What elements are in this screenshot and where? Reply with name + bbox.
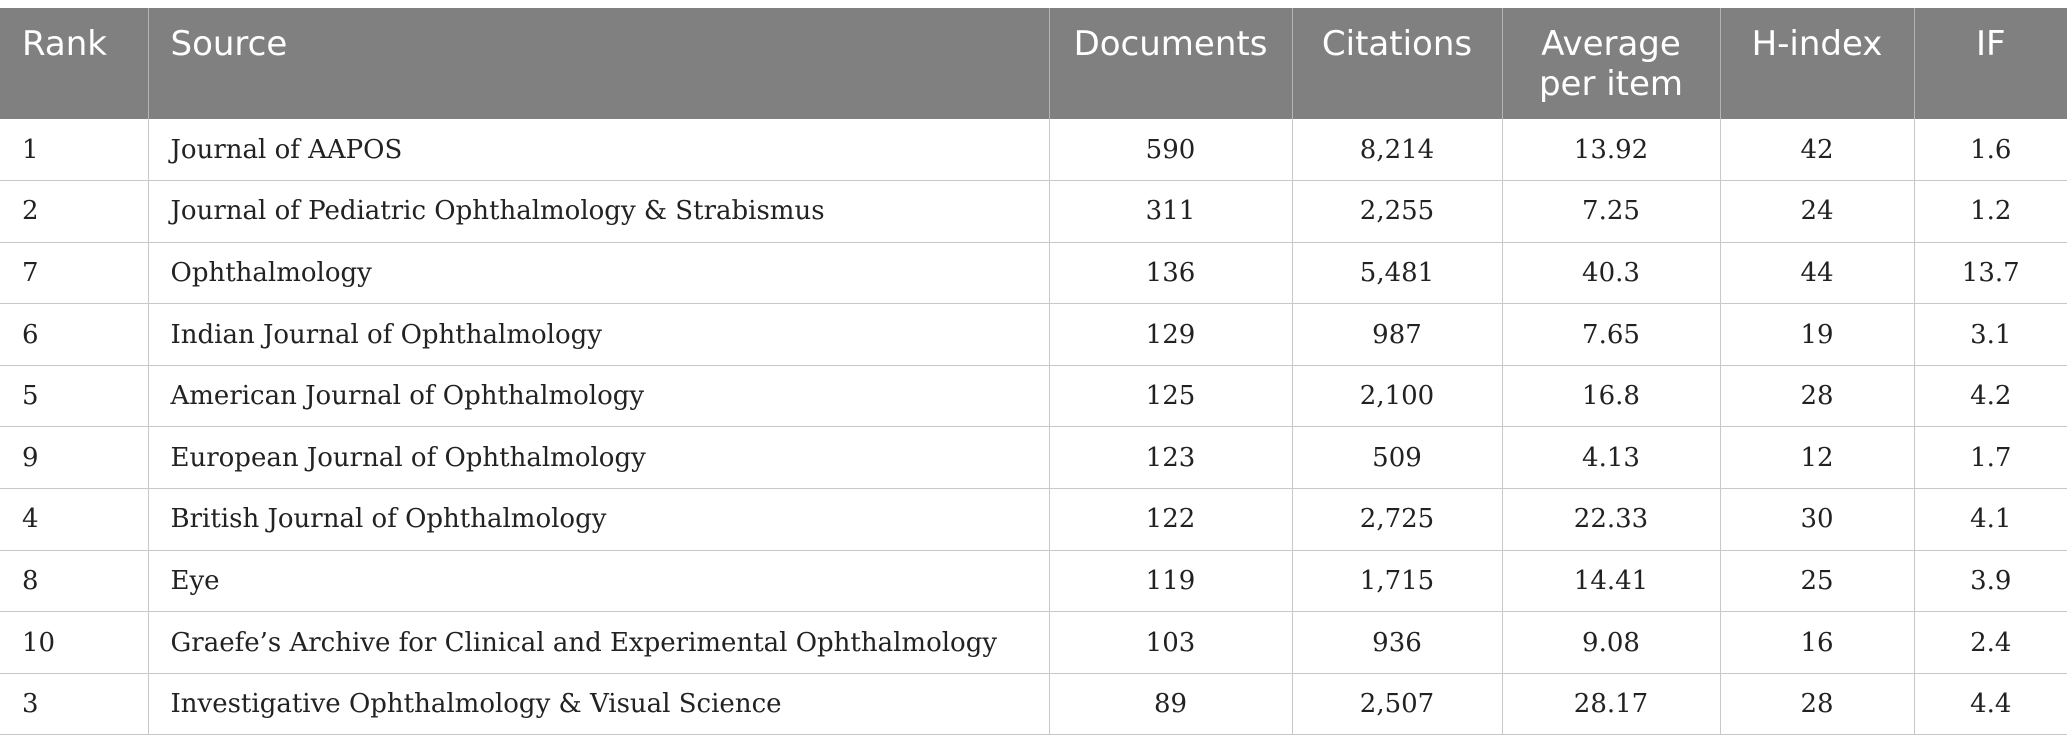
cell-documents: 136 (1049, 242, 1292, 304)
cell-source: Graefe’s Archive for Clinical and Experimental Ophthalmology (148, 612, 1049, 674)
cell-rank: 3 (0, 673, 148, 735)
cell-if: 3.9 (1914, 550, 2067, 612)
cell-citations: 2,255 (1292, 181, 1502, 243)
cell-if: 1.7 (1914, 427, 2067, 489)
cell-rank: 8 (0, 550, 148, 612)
cell-documents: 119 (1049, 550, 1292, 612)
cell-hindex: 24 (1720, 181, 1914, 243)
cell-documents: 129 (1049, 304, 1292, 366)
cell-average: 22.33 (1502, 489, 1720, 551)
cell-average: 16.8 (1502, 365, 1720, 427)
table-row (0, 242, 2067, 304)
cell-source: British Journal of Ophthalmology (148, 489, 1049, 551)
cell-rank: 7 (0, 242, 148, 304)
cell-hindex: 25 (1720, 550, 1914, 612)
header-average-line1: Average (1541, 24, 1681, 64)
cell-source: Indian Journal of Ophthalmology (148, 304, 1049, 366)
cell-average: 7.65 (1502, 304, 1720, 366)
header-average-line2: per item (1538, 64, 1684, 104)
header-rank: Rank (0, 8, 148, 119)
cell-documents: 89 (1049, 673, 1292, 735)
cell-rank: 5 (0, 365, 148, 427)
table-row (0, 365, 2067, 427)
cell-documents: 125 (1049, 365, 1292, 427)
header-documents: Documents (1049, 8, 1292, 119)
cell-average: 4.13 (1502, 427, 1720, 489)
cell-rank: 2 (0, 181, 148, 243)
cell-hindex: 28 (1720, 365, 1914, 427)
table-row (0, 673, 2067, 735)
header-source: Source (148, 8, 1049, 119)
cell-citations: 2,725 (1292, 489, 1502, 551)
cell-source: Eye (148, 550, 1049, 612)
table-row (0, 489, 2067, 551)
table-row (0, 119, 2067, 181)
cell-hindex: 19 (1720, 304, 1914, 366)
header-hindex: H-index (1720, 8, 1914, 119)
table-row (0, 304, 2067, 366)
cell-if: 4.2 (1914, 365, 2067, 427)
cell-if: 1.2 (1914, 181, 2067, 243)
cell-source: American Journal of Ophthalmology (148, 365, 1049, 427)
cell-if: 4.1 (1914, 489, 2067, 551)
cell-citations: 936 (1292, 612, 1502, 674)
cell-average: 40.3 (1502, 242, 1720, 304)
cell-average: 9.08 (1502, 612, 1720, 674)
cell-average: 13.92 (1502, 119, 1720, 181)
cell-if: 3.1 (1914, 304, 2067, 366)
cell-hindex: 44 (1720, 242, 1914, 304)
header-average (1502, 8, 1720, 119)
cell-source: Journal of Pediatric Ophthalmology & Strabismus (148, 181, 1049, 243)
table-row (0, 181, 2067, 243)
cell-if: 13.7 (1914, 242, 2067, 304)
table-header (0, 8, 2067, 119)
table-row (0, 427, 2067, 489)
cell-citations: 5,481 (1292, 242, 1502, 304)
cell-rank: 1 (0, 119, 148, 181)
cell-documents: 103 (1049, 612, 1292, 674)
cell-rank: 4 (0, 489, 148, 551)
cell-citations: 509 (1292, 427, 1502, 489)
cell-if: 2.4 (1914, 612, 2067, 674)
cell-hindex: 28 (1720, 673, 1914, 735)
cell-documents: 122 (1049, 489, 1292, 551)
cell-hindex: 12 (1720, 427, 1914, 489)
header-if: IF (1975, 24, 2006, 64)
cell-documents: 123 (1049, 427, 1292, 489)
cell-average: 14.41 (1502, 550, 1720, 612)
cell-if: 4.4 (1914, 673, 2067, 735)
cell-rank: 10 (0, 612, 148, 674)
header-citations: Citations (1292, 8, 1502, 119)
header-row (0, 8, 2067, 119)
cell-citations: 987 (1292, 304, 1502, 366)
table-body (0, 119, 2067, 735)
cell-citations: 8,214 (1292, 119, 1502, 181)
cell-documents: 311 (1049, 181, 1292, 243)
cell-source: Investigative Ophthalmology & Visual Science (148, 673, 1049, 735)
cell-rank: 6 (0, 304, 148, 366)
sources-table (0, 8, 2067, 735)
table-row (0, 612, 2067, 674)
cell-citations: 1,715 (1292, 550, 1502, 612)
cell-source: Journal of AAPOS (148, 119, 1049, 181)
cell-source: Ophthalmology (148, 242, 1049, 304)
cell-average: 7.25 (1502, 181, 1720, 243)
cell-hindex: 16 (1720, 612, 1914, 674)
cell-citations: 2,507 (1292, 673, 1502, 735)
cell-hindex: 42 (1720, 119, 1914, 181)
cell-if: 1.6 (1914, 119, 2067, 181)
cell-citations: 2,100 (1292, 365, 1502, 427)
cell-average: 28.17 (1502, 673, 1720, 735)
cell-documents: 590 (1049, 119, 1292, 181)
table-row (0, 550, 2067, 612)
cell-hindex: 30 (1720, 489, 1914, 551)
cell-source: European Journal of Ophthalmology (148, 427, 1049, 489)
cell-rank: 9 (0, 427, 148, 489)
